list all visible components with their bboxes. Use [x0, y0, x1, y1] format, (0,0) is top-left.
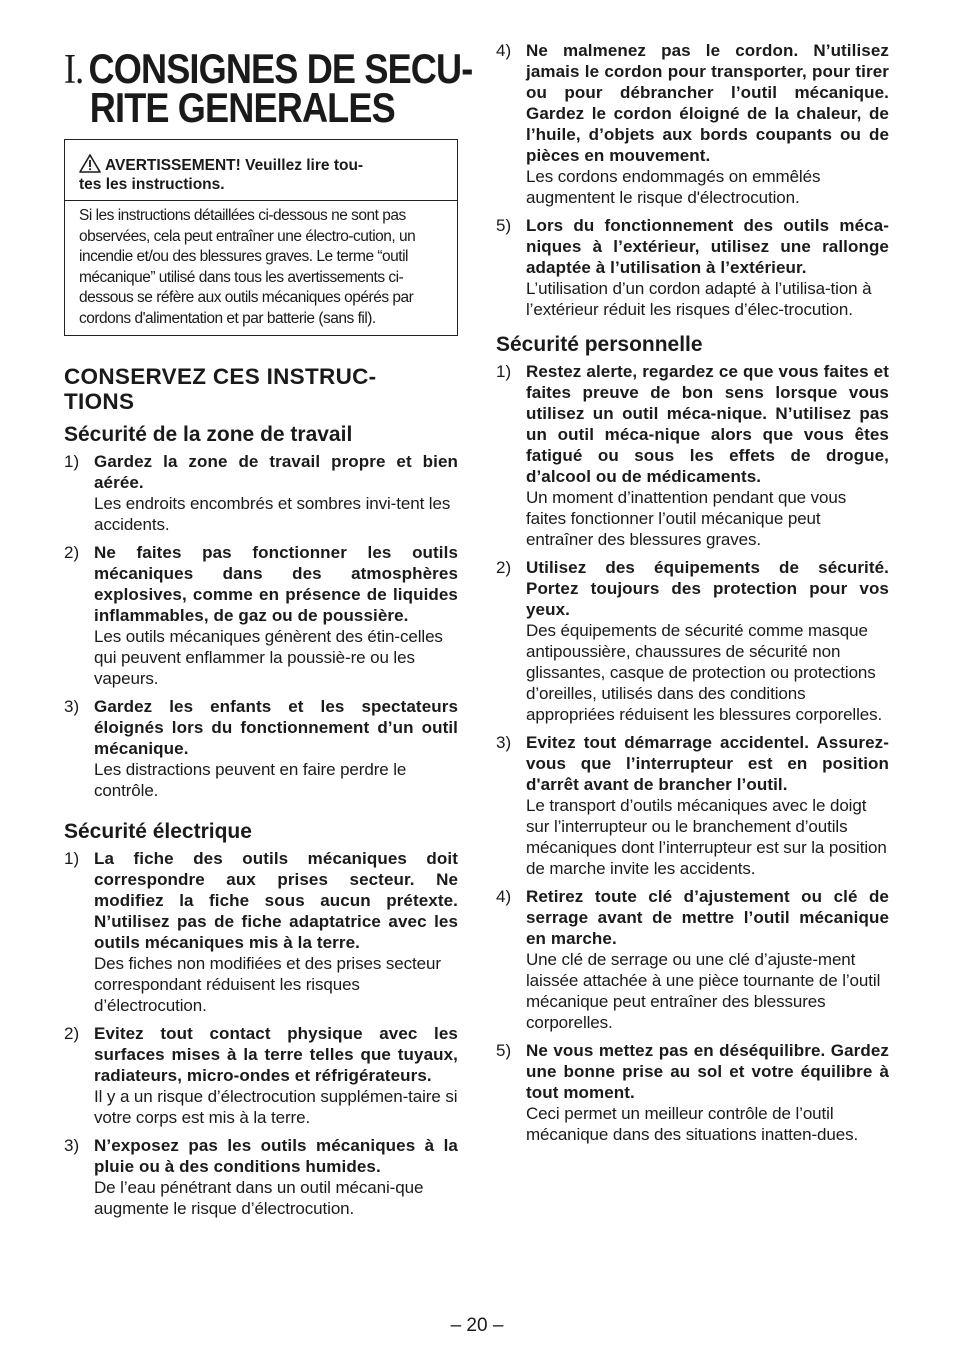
item-text: Des équipements de sécurité comme masque antipoussière, chaussures de sécurité non glissantes, casque de protection ou protections d’oreilles, utilisés dans des conditions appropriées réduisent les blessures corporelles. [526, 621, 883, 724]
keep-heading-b: TIONS [64, 389, 135, 414]
item-number: 2) [64, 1024, 80, 1043]
item-number: 3) [64, 1136, 80, 1155]
item-bold-text: Evitez tout contact physique avec les surfaces mises à la terre telles que tuyaux, radiateurs, micro-ondes et réfrigérateurs. [94, 1024, 458, 1085]
work-area-list [64, 451, 458, 801]
item-number: 2) [64, 543, 80, 562]
item-text: Les distractions peuvent en faire perdre le contrôle. [94, 760, 407, 800]
item-number: 1) [64, 849, 80, 868]
item-bold-text: Lors du fonctionnement des outils méca-niques à l’extérieur, utilisez une rallonge adaptée à l’utilisation à l’extérieur. [526, 216, 889, 277]
title-line-2: RITE GENERALES [89, 84, 395, 131]
keep-heading-a: CONSERVEZ CES INSTRUC- [64, 364, 377, 389]
item-number: 5) [496, 1041, 512, 1060]
personal-list [496, 361, 889, 1145]
list-item [496, 886, 889, 1033]
item-number: 5) [496, 216, 512, 235]
item-bold-text: Restez alerte, regardez ce que vous faites et faites preuve de bon sens lorsque vous utilisez un outil méca-nique. N’utilisez pas un outil méca-nique alors que vous êtes fatigué ou sous les effets de drogue, d’alcool ou de médicaments. [526, 362, 889, 486]
left-column [64, 40, 473, 1226]
warning-heading-a: AVERTISSEMENT! Veuillez lire tou- [105, 157, 364, 174]
item-bold-text: Evitez tout démarrage accidentel. Assurez-vous que l’interrupteur est en position d'arrêt avant de brancher l’outil. [526, 733, 889, 794]
item-number: 4) [496, 41, 512, 60]
item-bold-text: Gardez les enfants et les spectateurs éloignés lors du fonctionnement d’un outil mécanique. [94, 697, 458, 758]
title-line-1: CONSIGNES DE SECU- [88, 45, 473, 92]
item-text: Il y a un risque d’électrocution supplémen-taire si votre corps est mis à la terre. [94, 1087, 458, 1127]
warning-triangle-icon [79, 154, 101, 173]
personal-heading: Sécurité personnelle [496, 333, 703, 356]
item-bold-text: N’exposez pas les outils mécaniques à la pluie ou à des conditions humides. [94, 1136, 458, 1176]
list-item [64, 1135, 458, 1219]
list-item [496, 732, 889, 879]
warning-box [64, 139, 458, 336]
item-text: Un moment d’inattention pendant que vous faites fonctionner l’outil mécanique peut entraîner des blessures graves. [526, 488, 847, 549]
list-item [496, 215, 889, 320]
item-number: 3) [496, 733, 512, 752]
title-number: I. [64, 47, 84, 93]
electrical-list-left [64, 848, 458, 1219]
item-number: 2) [496, 558, 512, 577]
list-item [64, 451, 458, 535]
list-item [64, 696, 458, 801]
item-text: Des fiches non modifiées et des prises secteur correspondant réduisent les risques d’électrocution. [94, 954, 441, 1015]
right-column [496, 40, 889, 1152]
work-area-heading: Sécurité de la zone de travail [64, 423, 353, 446]
page-title [64, 45, 473, 131]
warning-heading-b: tes les instructions. [79, 176, 225, 193]
list-item [64, 848, 458, 1016]
item-text: Le transport d’outils mécaniques avec le doigt sur l’interrupteur ou le branchement d’outils mécaniques dont l’interrupteur est sur la position de marche invite les accidents. [526, 796, 887, 878]
item-bold-text: La fiche des outils mécaniques doit correspondre aux prises secteur. Ne modifiez la fiche sous aucun prétexte. N’utilisez pas de fiche adaptatrice avec les outils mécaniques mis à la terre. [94, 849, 458, 952]
warning-body: Si les instructions détaillées ci-dessous ne sont pas observées, cela peut entraîner une électro-cution, un incendie et/ou des blessures graves. Le terme “outil mécanique” utilisé dans tous les avertissements ci-dessous se réfère aux outils mécaniques opérés par cordons d'alimentation et par batterie (sans fil). [79, 207, 416, 327]
electrical-list-right [496, 40, 889, 320]
item-text: Les endroits encombrés et sombres invi-tent les accidents. [94, 494, 451, 534]
item-bold-text: Ne faites pas fonctionner les outils mécaniques dans des atmosphères explosives, comme en présence de liquides inflammables, de gaz ou de poussière. [94, 543, 458, 625]
item-bold-text: Ne vous mettez pas en déséquilibre. Gardez une bonne prise au sol et votre équilibre à tout moment. [526, 1041, 889, 1102]
item-number: 1) [496, 362, 512, 381]
item-text: Les cordons endommagés on emmêlés augmentent le risque d'électrocution. [526, 167, 821, 207]
item-bold-text: Ne malmenez pas le cordon. N’utilisez jamais le cordon pour transporter, pour tirer ou pour débrancher l’outil mécanique. Gardez le cordon éloigné de la chaleur, de l’huile, d’objets aux bords coupants ou de pièces en mouvement. [526, 41, 889, 165]
electrical-heading: Sécurité électrique [64, 820, 252, 843]
item-text: Ceci permet un meilleur contrôle de l’outil mécanique dans des situations inatten-dues. [526, 1104, 859, 1144]
list-item [64, 1023, 458, 1128]
list-item [64, 542, 458, 689]
item-bold-text: Utilisez des équipements de sécurité. Portez toujours des protection pour vos yeux. [526, 558, 889, 619]
item-bold-text: Retirez toute clé d’ajustement ou clé de serrage avant de mettre l’outil mécanique en marche. [526, 887, 889, 948]
list-item [496, 361, 889, 550]
item-text: L’utilisation d’un cordon adapté à l’utilisa-tion à l’extérieur réduit les risques d’élec-trocution. [526, 279, 872, 319]
item-number: 1) [64, 452, 80, 471]
item-number: 3) [64, 697, 80, 716]
list-item [496, 557, 889, 725]
page-number: – 20 – [450, 1315, 504, 1336]
list-item [496, 1040, 889, 1145]
keep-instructions-heading [64, 364, 458, 414]
item-text: De l’eau pénétrant dans un outil mécani-que augmente le risque d’électrocution. [94, 1178, 424, 1218]
item-bold-text: Gardez la zone de travail propre et bien aérée. [94, 452, 458, 492]
warning-heading [65, 140, 457, 201]
item-number: 4) [496, 887, 512, 906]
item-text: Une clé de serrage ou une clé d’ajuste-ment laissée attachée à une pièce tournante de l’outil mécanique peut entraîner des blessures corporelles. [526, 950, 881, 1032]
list-item [496, 40, 889, 208]
item-text: Les outils mécaniques génèrent des étin-celles qui peuvent enflammer la poussiè-re ou les vapeurs. [94, 627, 443, 688]
